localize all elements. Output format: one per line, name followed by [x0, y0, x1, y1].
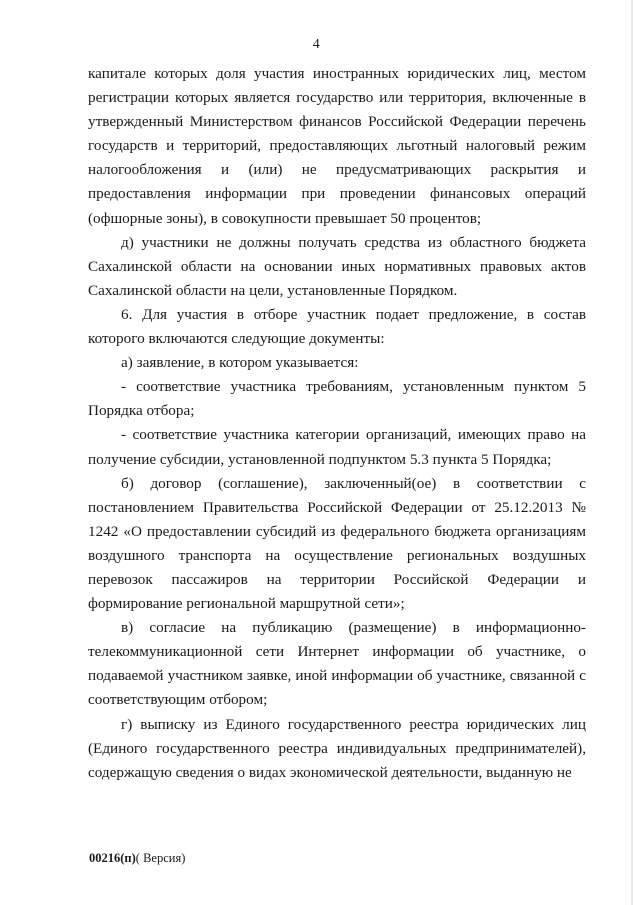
- paragraph-item-b: б) договор (соглашение), заключенный(ое) в соответствии с постановлением Правительства Российской Федерации от 25.12.2013 № 1242 «О предоставлении субсидий из федерального бюджета организациям воздушного транспорта на осуществление региональных воздушных перевозок пассажиров на территории Российской Федерации и формирование региональной маршрутной сети»;: [88, 474, 586, 613]
- paragraph-continuation: капитале которых доля участия иностранных юридических лиц, местом регистрации которых является государство или территория, включенные в утвержденный Министерством финансов Российской Федерации перечень государств и территорий, предоставляющих льготный налоговый режим налогообложения и (или) не предусматривающих раскрытия и предоставления информации при проведении финансовых операций (офшорные зоны), в совокупности превышает 50 процентов;: [88, 65, 586, 227]
- document-body: [88, 62, 586, 785]
- page-number: 4: [312, 37, 321, 52]
- paragraph-dash-2: - соответствие участника категории организаций, имеющих право на получение субсидии, установленной подпунктом 5.3 пункта 5 Порядка;: [88, 426, 586, 468]
- paragraph-dash-1: - соответствие участника требованиям, установленным пунктом 5 Порядка отбора;: [88, 378, 586, 420]
- document-footer: [89, 851, 185, 866]
- document-version: ( Версия): [135, 851, 186, 865]
- paragraph-item-g: г) выписку из Единого государственного реестра юридических лиц (Единого государственного реестра индивидуальных предпринимателей), содержащую сведения о видах экономической деятельности, выданную не: [88, 715, 586, 781]
- paragraph-item-v: в) согласие на публикацию (размещение) в информационно-телекоммуникационной сети Интернет информации об участнике, о подаваемой участником заявке, иной информации об участнике, связанной с соответствующим отбором;: [88, 619, 586, 709]
- paragraph-item-a: а) заявление, в котором указывается:: [121, 354, 359, 372]
- paragraph-section-6: 6. Для участия в отборе участник подает предложение, в состав которого включаются следующие документы:: [88, 305, 586, 348]
- document-code: 00216(п): [89, 851, 136, 865]
- paragraph-item-d: д) участники не должны получать средства из областного бюджета Сахалинской области на основании иных нормативных правовых актов Сахалинской области на цели, установленные Порядком.: [88, 233, 586, 299]
